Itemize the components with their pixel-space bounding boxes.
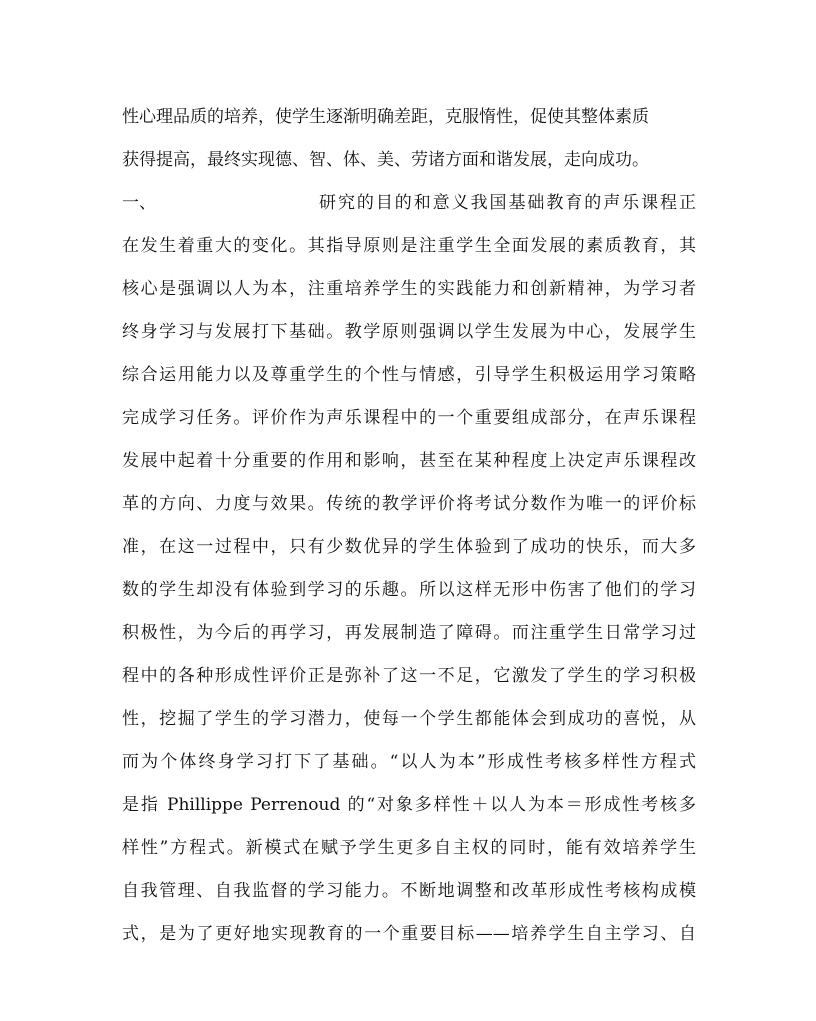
paragraph-line: 是指 Phillippe Perrenoud 的“对象多样性＋以人为本＝形成性考核多 — [122, 795, 696, 815]
paragraph-line: 核心是强调以人为本，注重培养学生的实践能力和创新精神，为学习者 — [122, 279, 696, 299]
paragraph-line: 综合运用能力以及尊重学生的个性与情感，引导学生积极运用学习策略 — [122, 365, 696, 385]
section-heading-text: 研究的目的和意义我国基础教育的声乐课程正 — [319, 193, 696, 213]
paragraph-line: 准，在这一过程中，只有少数优异的学生体验到了成功的快乐，而大多 — [122, 537, 696, 557]
paragraph-line: 革的方向、力度与效果。传统的教学评价将考试分数作为唯一的评价标 — [122, 494, 696, 514]
paragraph-line: 数的学生却没有体验到学习的乐趣。所以这样无形中伤害了他们的学习 — [122, 580, 696, 600]
paragraph-line: 而为个体终身学习打下了基础。“以人为本”形成性考核多样性方程式 — [122, 752, 696, 772]
paragraph-line: 完成学习任务。评价作为声乐课程中的一个重要组成部分，在声乐课程 — [122, 408, 696, 428]
paragraph-line: 程中的各种形成性评价正是弥补了这一不足，它激发了学生的学习积极 — [122, 666, 696, 686]
paragraph-line: 发展中起着十分重要的作用和影响，甚至在某种程度上决定声乐课程改 — [122, 451, 696, 471]
paragraph-line: 终身学习与发展打下基础。教学原则强调以学生发展为中心，发展学生 — [122, 322, 696, 342]
section-number: 一、 — [122, 193, 156, 213]
paragraph-line: 在发生着重大的变化。其指导原则是注重学生全面发展的素质教育，其 — [122, 236, 696, 256]
paragraph-line: 自我管理、自我监督的学习能力。不断地调整和改革形成性考核构成模 — [122, 881, 696, 901]
paragraph-line: 性，挖掘了学生的学习潜力，使每一个学生都能体会到成功的喜悦，从 — [122, 709, 696, 729]
paragraph-line: 获得提高，最终实现德、智、体、美、劳诸方面和谐发展，走向成功。 — [122, 150, 649, 170]
paragraph-line: 样性”方程式。新模式在赋予学生更多自主权的同时，能有效培养学生 — [122, 838, 696, 858]
paragraph-line: 性心理品质的培养，使学生逐渐明确差距，克服惰性，促使其整体素质 — [122, 107, 649, 127]
paragraph-line: 式，是为了更好地实现教育的一个重要目标——培养学生自主学习、自 — [122, 924, 696, 944]
paragraph-line: 积极性，为今后的再学习，再发展制造了障碍。而注重学生日常学习过 — [122, 623, 696, 643]
